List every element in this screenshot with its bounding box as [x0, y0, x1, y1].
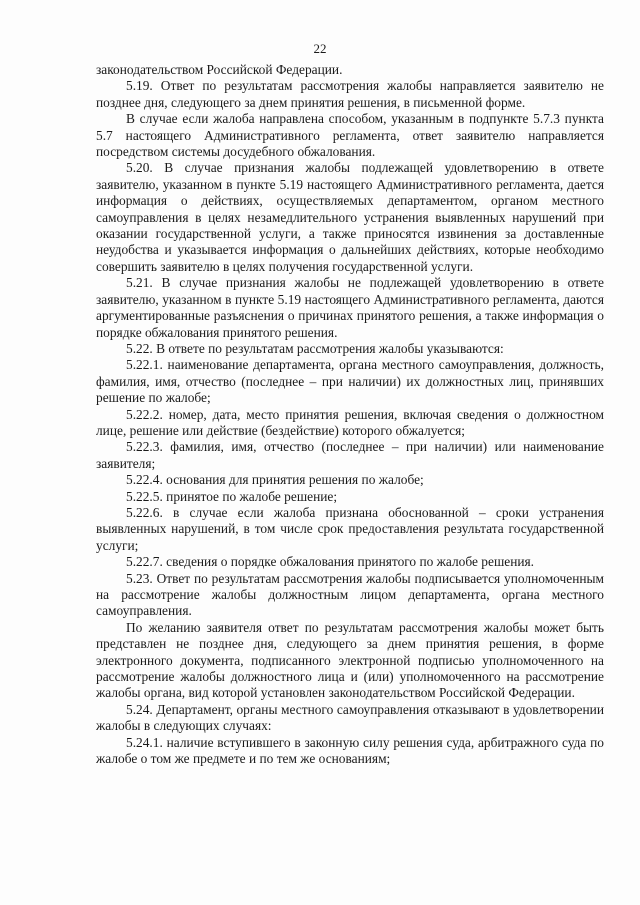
document-body	[96, 62, 604, 767]
paragraph: 5.22.5. принятое по жалобе решение;	[126, 488, 338, 504]
paragraph: 5.22.7. сведения о порядке обжалования принятого по жалобе решения.	[126, 554, 535, 570]
paragraph: 5.24. Департамент, органы местного самоуправления отказывают в удовлетворении жалобы в следующих случаях:	[96, 701, 604, 734]
paragraph: 5.22.2. номер, дата, место принятия решения, включая сведения о должностном лице, решение или действие (бездействие) которого обжалуется;	[96, 406, 604, 438]
paragraph: законодательством Российской Федерации.	[96, 62, 343, 77]
paragraph: 5.22.3. фамилия, имя, отчество (последнее – при наличии) или наименование заявителя;	[96, 439, 604, 471]
paragraph: 5.24.1. наличие вступившего в законную силу решения суда, арбитражного суда по жалобе о том же предмете и по тем же основаниям;	[96, 734, 604, 767]
paragraph: По желанию заявителя ответ по результатам рассмотрения жалобы может быть представлен не позднее дня, следующего за днем принятия решения, в форме электронного документа, подписанного электронной подписью уполномоченного на рассмотрение жалобы должностного лица и (или) уполномоченного на рассмотрение жалобы органа, вид которой установлен законодательством Российской Федерации.	[96, 619, 604, 701]
page-number: 22	[313, 41, 327, 56]
paragraph: 5.19. Ответ по результатам рассмотрения жалобы направляется заявителю не позднее дня, следующего за днем принятия решения, в письменной форме.	[96, 78, 604, 110]
paragraph: 5.22.1. наименование департамента, органа местного самоуправления, должность, фамилия, имя, отчество (последнее – при наличии) их должностных лиц, принявших решение по жалобе;	[96, 357, 604, 406]
paragraph: 5.20. В случае признания жалобы подлежащей удовлетворению в ответе заявителю, указанном в пункте 5.19 настоящего Административного регламента, дается информация о действиях, осуществляемых департаментом, органом местного самоуправления в целях незамедлительного устранения выявленных нарушений при оказании государственной услуги, а также приносятся извинения за доставленные неудобства и указывается информация о дальнейших действиях, которые необходимо совершить заявителю в целях получения государственной услуги.	[96, 160, 604, 274]
paragraph: 5.23. Ответ по результатам рассмотрения жалобы подписывается уполномоченным на рассмотрение жалобы должностным лицом департамента, органа местного самоуправления.	[96, 570, 604, 619]
paragraph: В случае если жалоба направлена способом, указанным в подпункте 5.7.3 пункта 5.7 настоящего Административного регламента, ответ заявителю направляется посредством системы досудебного обжалования.	[96, 111, 604, 160]
paragraph: 5.22.4. основания для принятия решения по жалобе;	[126, 472, 424, 488]
paragraph: 5.22. В ответе по результатам рассмотрения жалобы указываются:	[126, 340, 504, 356]
paragraph: 5.22.6. в случае если жалоба признана обоснованной – сроки устранения выявленных нарушений, в том числе срок предоставления результата государственной услуги;	[96, 504, 604, 553]
paragraph: 5.21. В случае признания жалобы не подлежащей удовлетворению в ответе заявителю, указанном в пункте 5.19 настоящего Административного регламента, даются аргументированные разъяснения о причинах принятого решения, а также информация о порядке обжалования принятого решения.	[96, 275, 604, 340]
